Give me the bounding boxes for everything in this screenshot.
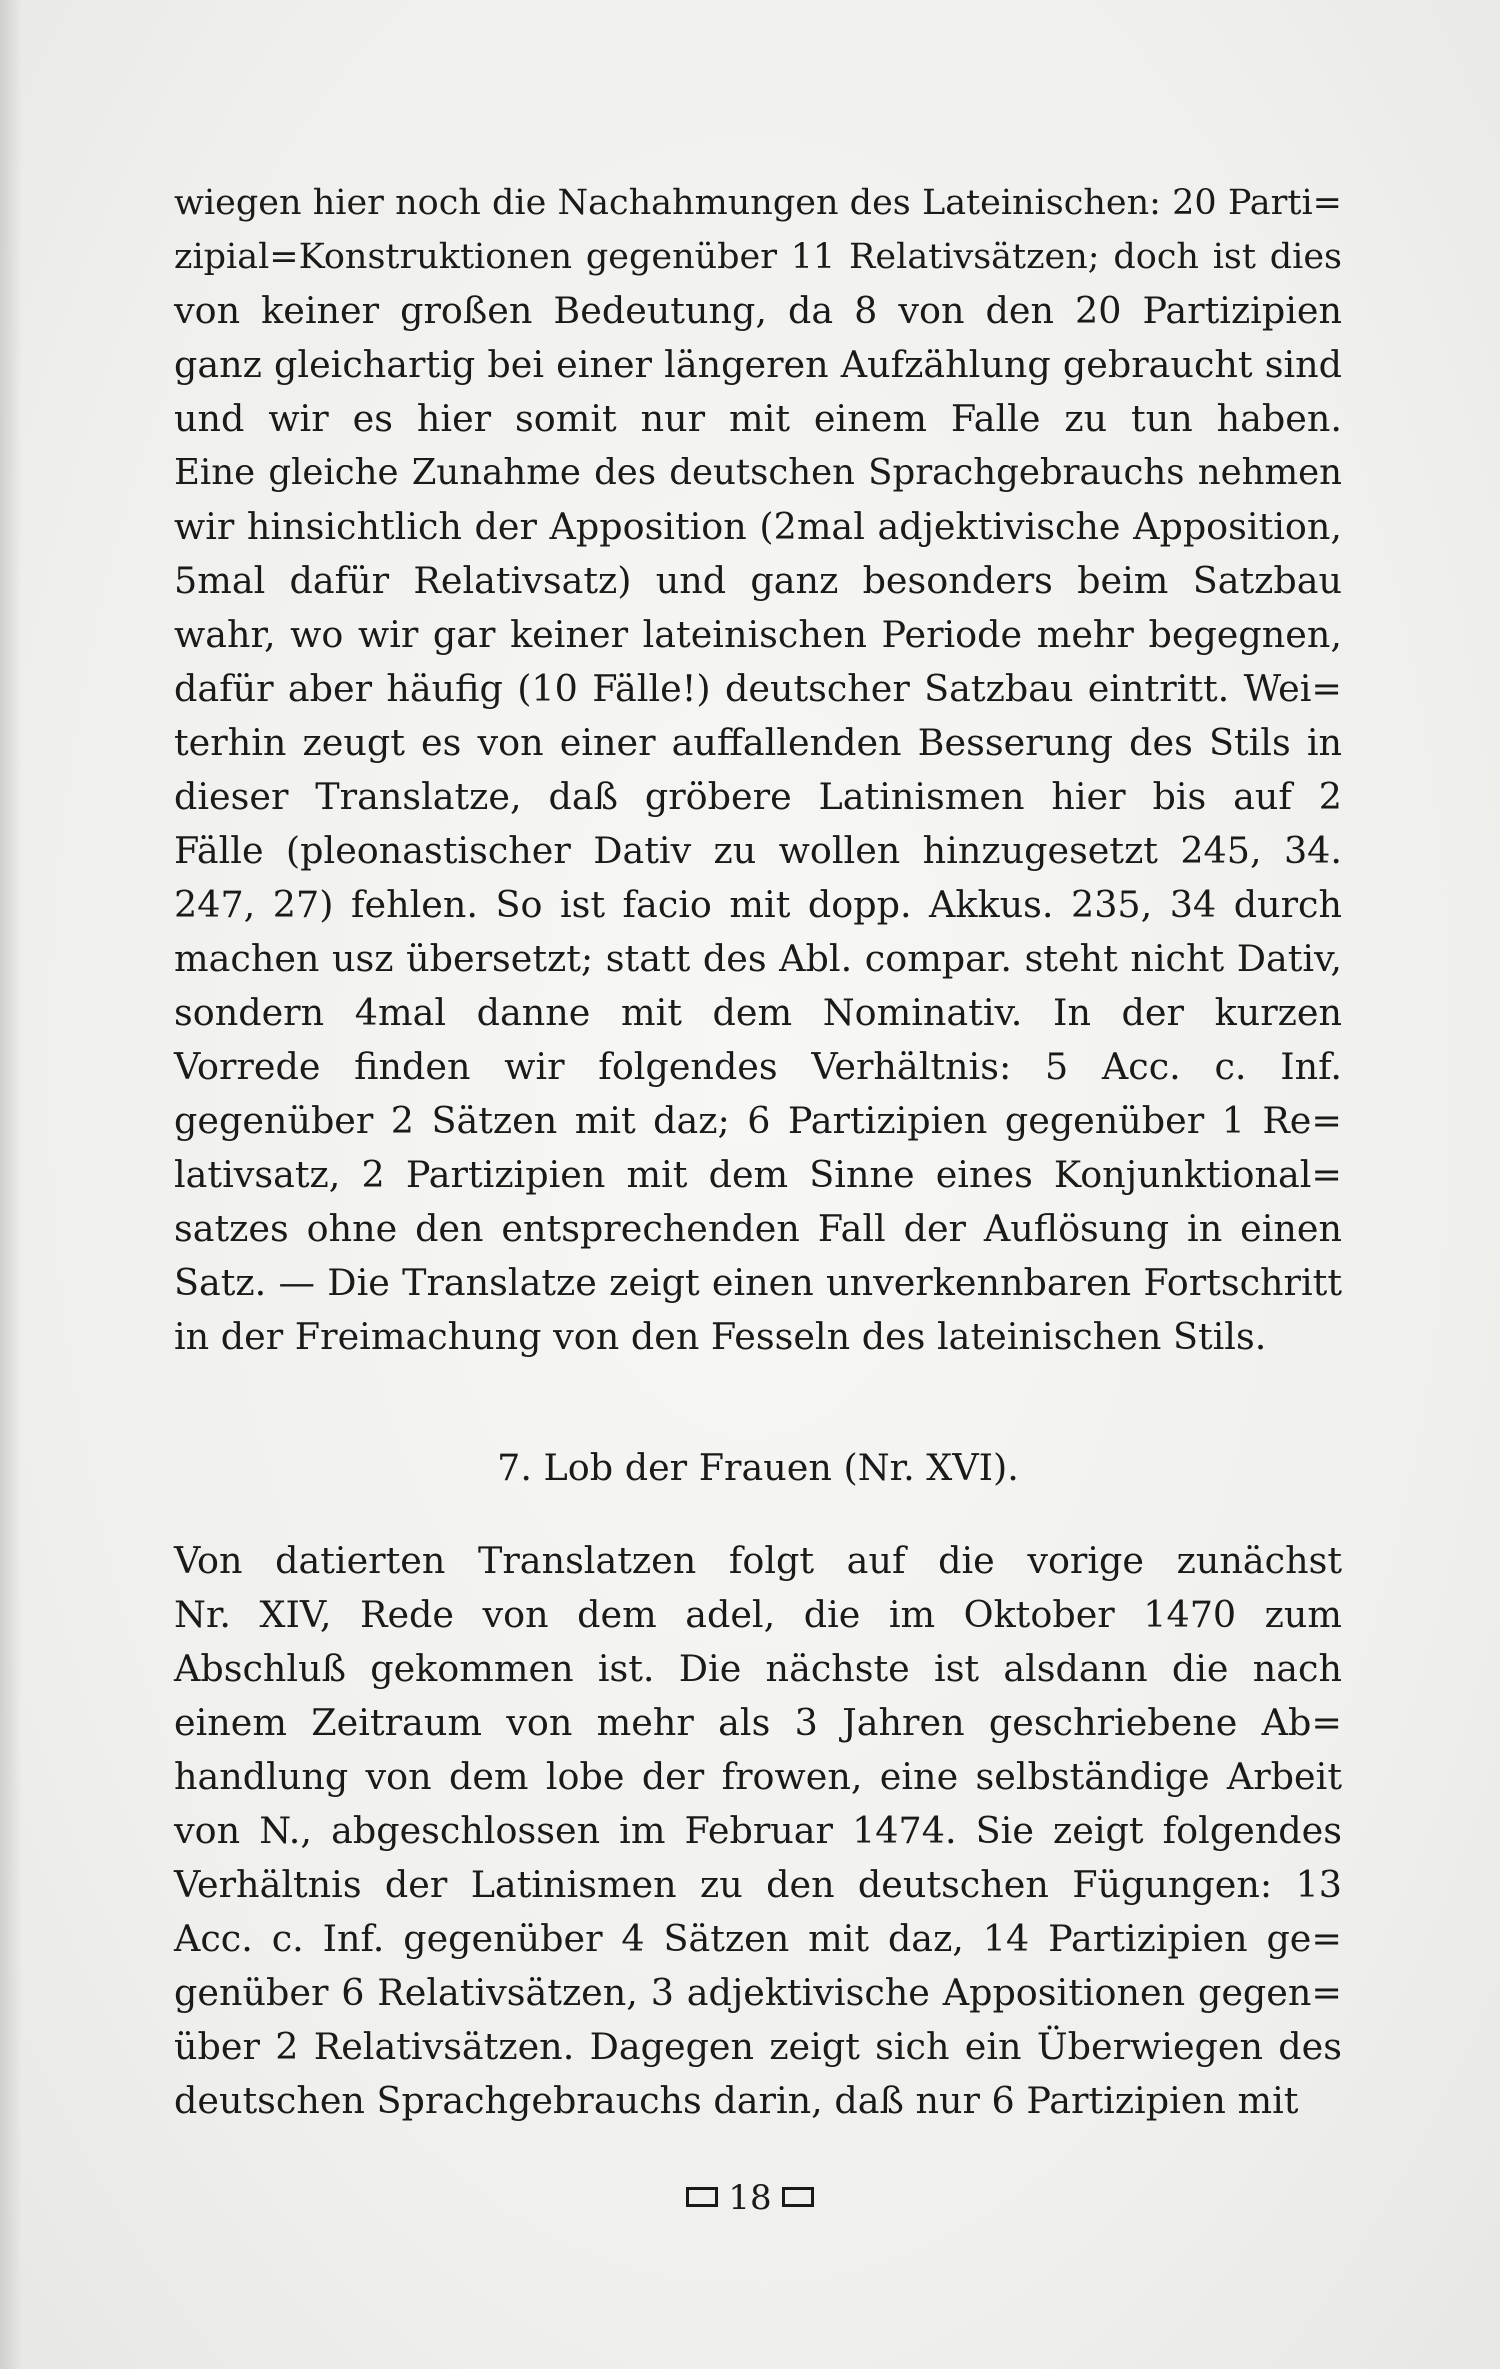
paragraph-2 <box>174 1534 1342 2128</box>
text-line: ganz gleichartig bei einer längeren Aufzählung gebraucht sind <box>174 343 1342 386</box>
text-line: handlung von dem lobe der frowen, eine selbständige Arbeit <box>174 1755 1342 1798</box>
text-line: gegenüber 2 Sätzen mit daz; 6 Partizipien gegenüber 1 Re= <box>174 1099 1342 1142</box>
text-line: wahr, wo wir gar keiner lateinischen Periode mehr begegnen, <box>174 613 1342 656</box>
text-line: in der Freimachung von den Fesseln des lateinischen Stils. <box>174 1315 1267 1358</box>
text-line: Satz. — Die Translatze zeigt einen unverkennbaren Fortschritt <box>174 1261 1342 1304</box>
text-line: deutschen Sprachgebrauchs darin, daß nur 6 Partizipien mit <box>174 2079 1299 2122</box>
text-line: 247, 27) fehlen. So ist facio mit dopp. Akkus. 235, 34 durch <box>174 883 1342 926</box>
text-line: lativsatz, 2 Partizipien mit dem Sinne eines Konjunktional= <box>174 1153 1342 1196</box>
text-line: Abschluß gekommen ist. Die nächste ist alsdann die nach <box>174 1647 1342 1690</box>
text-line: einem Zeitraum von mehr als 3 Jahren geschriebene Ab= <box>174 1701 1342 1744</box>
text-line: Verhältnis der Latinismen zu den deutschen Fügungen: 13 <box>174 1863 1342 1906</box>
section-heading: 7. Lob der Frauen (Nr. XVI). <box>497 1446 1019 1489</box>
page-number-ornament-left <box>686 2187 718 2207</box>
text-line: Eine gleiche Zunahme des deutschen Sprachgebrauchs nehmen <box>174 452 1342 493</box>
text-line: Nr. XIV, Rede von dem adel, die im Oktober 1470 zum <box>174 1593 1342 1636</box>
page-number-value: 18 <box>728 2178 772 2218</box>
text-line: von N., abgeschlossen im Februar 1474. Sie zeigt folgendes <box>174 1809 1342 1852</box>
text-line: sondern 4mal danne mit dem Nominativ. In der kurzen <box>174 991 1342 1034</box>
page-number <box>0 2176 1500 2220</box>
text-line: terhin zeugt es von einer auffallenden Besserung des Stils in <box>174 721 1342 764</box>
text-line: von keiner großen Bedeutung, da 8 von den 20 Partizipien <box>174 289 1342 332</box>
page-number-ornament-right <box>782 2187 814 2207</box>
text-line: dafür aber häufig (10 Fälle!) deutscher Satzbau eintritt. Wei= <box>174 667 1342 710</box>
page-gutter-shadow <box>0 0 22 2369</box>
text-line: 5mal dafür Relativsatz) und ganz besonders beim Satzbau <box>174 559 1342 602</box>
text-line: genüber 6 Relativsätzen, 3 adjektivische Appositionen gegen= <box>174 1971 1342 2014</box>
text-line: Fälle (pleonastischer Dativ zu wollen hinzugesetzt 245, 34. <box>174 829 1342 872</box>
paragraph-1 <box>174 176 1342 1364</box>
text-line: wir hinsichtlich der Apposition (2mal adjektivische Apposition, <box>174 505 1342 548</box>
text-line: Von datierten Translatzen folgt auf die vorige zunächst <box>174 1539 1342 1582</box>
text-line: dieser Translatze, daß gröbere Latinismen hier bis auf 2 <box>174 775 1342 818</box>
text-line: wiegen hier noch die Nachahmungen des Lateinischen: 20 Parti= <box>174 183 1342 223</box>
text-line: und wir es hier somit nur mit einem Falle zu tun haben. <box>174 397 1342 440</box>
text-line: satzes ohne den entsprechenden Fall der Auflösung in einen <box>174 1207 1342 1250</box>
text-line: Acc. c. Inf. gegenüber 4 Sätzen mit daz, 14 Partizipien ge= <box>174 1917 1342 1960</box>
text-line: machen usz übersetzt; statt des Abl. compar. steht nicht Dativ, <box>174 937 1342 980</box>
text-line: Vorrede finden wir folgendes Verhältnis: 5 Acc. c. Inf. <box>174 1045 1342 1088</box>
text-line: über 2 Relativsätzen. Dagegen zeigt sich ein Überwiegen des <box>174 2025 1342 2068</box>
text-line: zipial=Konstruktionen gegenüber 11 Relativsätzen; doch ist dies <box>174 237 1342 277</box>
